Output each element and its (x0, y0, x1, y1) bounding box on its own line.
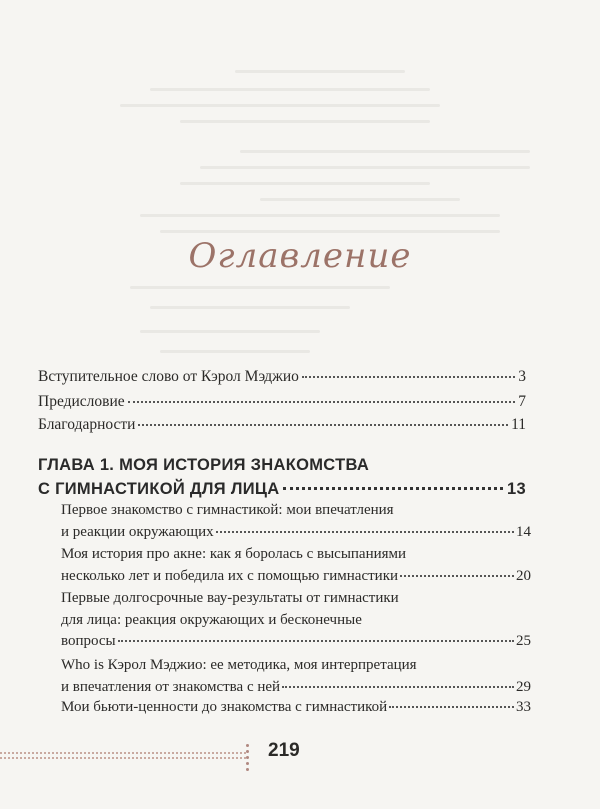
toc-entry-page: 3 (518, 368, 526, 385)
toc-entry-title: Вступительное слово от Кэрол Мэджио (38, 368, 299, 385)
toc-title: Оглавление (188, 236, 412, 276)
section-line: Первые долгосрочные вау-результаты от гимнастики (61, 590, 399, 606)
chapter-title-line-1: ГЛАВА 1. МОЯ ИСТОРИЯ ЗНАКОМСТВА (38, 456, 370, 474)
footer-ornament-line (0, 752, 246, 754)
toc-section[interactable] (61, 544, 531, 587)
chapter-page: 13 (507, 480, 526, 498)
toc-section[interactable] (61, 500, 531, 543)
leader-dots (138, 424, 508, 426)
toc-chapter-1[interactable] (38, 456, 526, 504)
toc-entry-title: Благодарности (38, 416, 136, 433)
leader-dots (302, 376, 515, 378)
toc-section[interactable] (61, 588, 531, 653)
leader-dots (283, 487, 503, 490)
section-line: для лица: реакция окружающих и бесконечные (61, 611, 362, 628)
leader-dots (118, 640, 514, 642)
section-line: и впечатления от знакомства с ней (61, 678, 281, 695)
section-line: вопросы (61, 633, 116, 649)
section-line: Первое знакомство с гимнастикой: мои впечатления (61, 502, 394, 518)
toc-entry-foreword[interactable] (38, 368, 526, 386)
section-line: Who is Кэрол Мэджио: ее методика, моя интерпретация (61, 657, 417, 673)
section-page: 33 (516, 699, 531, 715)
toc-entry-acknowledgements[interactable] (38, 416, 526, 434)
leader-dots (282, 686, 514, 688)
section-page: 14 (516, 523, 531, 540)
chapter-title-line-2: С ГИМНАСТИКОЙ ДЛЯ ЛИЦА (38, 480, 280, 498)
toc-entry-preface[interactable] (38, 393, 526, 411)
toc-section[interactable] (61, 655, 531, 698)
toc-section[interactable] (61, 697, 531, 719)
footer-ornament-dots (246, 744, 252, 771)
section-line: несколько лет и победила их с помощью гимнастики (61, 567, 399, 584)
leader-dots (216, 531, 514, 533)
toc-entry-page: 11 (511, 416, 526, 433)
section-page: 29 (516, 678, 531, 695)
toc-entry-title: Предисловие (38, 393, 125, 410)
leader-dots (128, 401, 516, 403)
show-through-text (0, 0, 600, 360)
toc-entry-page: 7 (518, 393, 526, 410)
leader-dots (400, 575, 514, 577)
section-page: 20 (516, 567, 531, 584)
footer-ornament-line (0, 757, 246, 759)
section-line: Моя история про акне: как я боролась с высыпаниями (61, 546, 407, 562)
leader-dots (389, 706, 514, 708)
page-number: 219 (268, 740, 300, 761)
section-page: 25 (516, 633, 531, 649)
section-line: Мои бьюти-ценности до знакомства с гимнастикой (61, 699, 388, 715)
section-line: и реакции окружающих (61, 523, 214, 540)
